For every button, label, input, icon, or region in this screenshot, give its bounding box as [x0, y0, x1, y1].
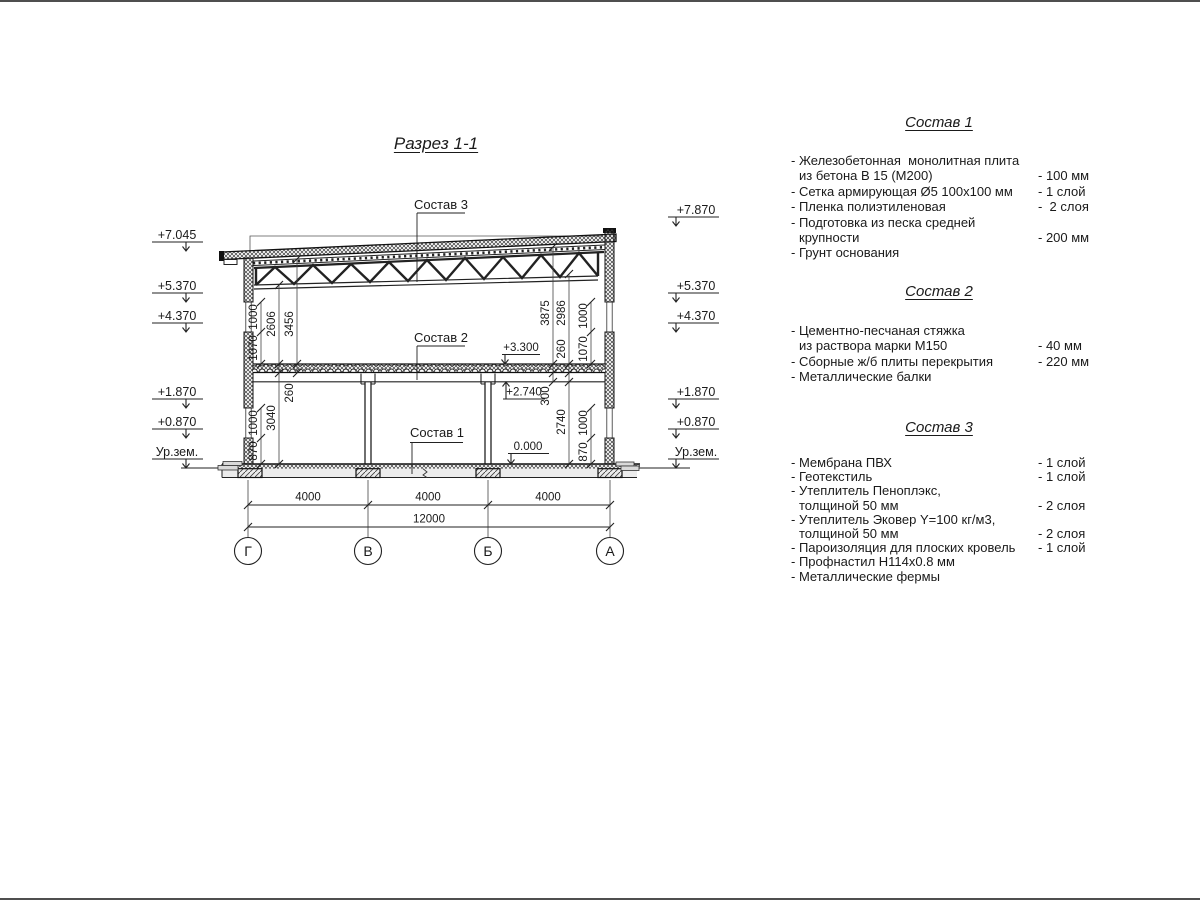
elevation-label: +7.045 — [157, 228, 197, 242]
elevation-label: +0.870 — [676, 415, 716, 429]
total-dim: 12000 — [413, 513, 445, 526]
eave-edge — [219, 251, 224, 261]
composition-row — [791, 245, 1109, 260]
composition-item-text: - Сетка армирующая Ø5 100х100 мм — [791, 183, 1013, 199]
ground-level-label: Ур.зем. — [155, 445, 199, 459]
composition-item-text: - Металлические балки — [791, 369, 932, 385]
composition-row — [791, 555, 1109, 569]
composition-item-value: - 1 слой — [1038, 183, 1086, 199]
axis-label: А — [605, 543, 615, 559]
dim-text: 1000 — [578, 303, 590, 329]
composition-item-value: - 220 мм — [1038, 353, 1090, 369]
composition-item-value: - 1 слой — [1038, 469, 1086, 485]
elevation-label: +0.870 — [157, 415, 197, 429]
level-0000: 0.000 — [513, 441, 543, 453]
column-capital — [481, 374, 495, 385]
composition-row — [791, 369, 1109, 384]
composition-item-text: - Подготовка из песка средней — [791, 214, 976, 230]
composition-row — [791, 215, 1109, 230]
leader-sostav3: Состав 3 — [414, 197, 468, 212]
axis-label: Б — [483, 543, 493, 559]
composition-item-text: - Пароизоляция для плоских кровель — [791, 540, 1016, 556]
section-drawing — [0, 2, 1200, 900]
footing — [356, 469, 380, 478]
leader-labels — [410, 197, 468, 474]
dim-text: 1000 — [578, 410, 590, 436]
composition-row — [791, 484, 1109, 498]
composition-row — [791, 499, 1109, 513]
composition-item-text: - Грунт основания — [791, 245, 900, 261]
composition-header: Состав 3 — [905, 419, 973, 436]
axis-label: В — [363, 543, 373, 559]
composition-item-text: - Профнастил Н114х0.8 мм — [791, 554, 955, 570]
composition-section-3 — [791, 419, 1109, 584]
dim-text: 260 — [556, 339, 568, 359]
composition-item-value: - 100 мм — [1038, 168, 1090, 184]
dim-text: 870 — [578, 442, 590, 462]
ground-slab — [181, 462, 690, 478]
composition-row — [791, 513, 1109, 527]
composition-item-text: - Утеплитель Эковер Y=100 кг/м3, — [791, 511, 996, 527]
composition-item-text: - Пленка полиэтиленовая — [791, 199, 946, 215]
composition-list — [791, 456, 1109, 584]
dim-text: 870 — [248, 441, 260, 461]
bottom-dimensions — [235, 480, 624, 565]
composition-section-2 — [791, 283, 1109, 385]
composition-item-value: - 1 слой — [1038, 455, 1086, 470]
composition-row — [791, 338, 1109, 353]
wall-right — [605, 229, 614, 464]
apron-right — [616, 462, 634, 466]
composition-row — [791, 230, 1109, 245]
elevation-label: +1.870 — [676, 385, 716, 399]
column-B-axis-B — [485, 382, 491, 464]
composition-item-text: - Сборные ж/б плиты перекрытия — [791, 353, 994, 369]
composition-row — [791, 323, 1109, 338]
elevation-label: +7.870 — [676, 203, 716, 217]
composition-item-value: - 2 слоя — [1038, 199, 1089, 215]
composition-row — [791, 570, 1109, 584]
leader-sostav2: Состав 2 — [414, 330, 468, 345]
dim-text: 1000 — [248, 410, 260, 436]
composition-item-text: - Геотекстиль — [791, 469, 873, 485]
dim-text: 2986 — [556, 300, 568, 326]
span-dim: 4000 — [295, 491, 321, 504]
ground-level-label: Ур.зем. — [674, 445, 718, 459]
composition-row — [791, 354, 1109, 369]
apron-right — [621, 466, 639, 471]
composition-item-text: - Цементно-песчаная стяжка — [791, 323, 965, 338]
composition-item-text: - Железобетонная монолитная плита — [791, 153, 1020, 168]
column-B-axis-V — [365, 382, 371, 464]
axis-label: Г — [244, 543, 252, 559]
composition-item-value: - 40 мм — [1038, 338, 1082, 354]
apron-left — [218, 466, 238, 471]
composition-item-text: - Металлические фермы — [791, 568, 940, 584]
dim-text: 3040 — [266, 405, 278, 431]
composition-row — [791, 168, 1109, 183]
span-dim: 4000 — [415, 491, 441, 504]
composition-item-value: - 200 мм — [1038, 229, 1090, 245]
elevation-marks-right — [668, 203, 719, 468]
dim-text: 260 — [284, 383, 296, 403]
composition-row — [791, 527, 1109, 541]
composition-item-text: - Утеплитель Пеноплэкс, — [791, 483, 941, 499]
apron-left — [223, 462, 242, 466]
composition-item-text: толщиной 50 мм — [799, 525, 899, 541]
composition-item-text: из бетона В 15 (М200) — [799, 168, 933, 184]
dim-text: 1070 — [578, 336, 590, 362]
composition-item-value: - 2 слоя — [1038, 497, 1086, 513]
elevation-marks-left — [152, 228, 203, 468]
level-2740: +2.740 — [506, 386, 542, 399]
elevation-label: +4.370 — [676, 309, 716, 323]
dim-text: 2740 — [556, 409, 568, 435]
composition-list — [791, 153, 1109, 261]
elevation-label: +1.870 — [157, 385, 197, 399]
elevation-label: +5.370 — [157, 279, 197, 293]
dim-text: 1000 — [248, 304, 260, 330]
elevation-label: +4.370 — [157, 309, 197, 323]
composition-row — [791, 470, 1109, 484]
level-3300: +3.300 — [503, 342, 539, 354]
floor-slab — [253, 364, 605, 382]
footing — [598, 469, 622, 478]
dim-text: 2606 — [266, 311, 278, 337]
footing — [476, 469, 500, 478]
columns — [361, 374, 495, 465]
span-dim: 4000 — [535, 491, 561, 504]
composition-list — [791, 323, 1109, 385]
composition-section-1 — [791, 114, 1109, 261]
composition-item-text: - Мембрана ПВХ — [791, 455, 892, 470]
composition-item-value: - 2 слоя — [1038, 525, 1086, 541]
truss-bottom-chord — [254, 276, 598, 289]
composition-row — [791, 153, 1109, 168]
dim-text: 300 — [540, 386, 552, 406]
composition-item-text: крупности — [799, 229, 860, 245]
composition-row — [791, 541, 1109, 555]
leader-sostav1: Состав 1 — [410, 425, 464, 440]
composition-item-text: из раствора марки М150 — [799, 338, 948, 354]
elevation-label: +5.370 — [676, 279, 716, 293]
composition-row — [791, 199, 1109, 214]
column-capital — [361, 374, 375, 385]
composition-row — [791, 184, 1109, 199]
composition-item-text: толщиной 50 мм — [799, 497, 899, 513]
composition-item-value: - 1 слой — [1038, 540, 1086, 556]
section-title: Разрез 1-1 — [393, 134, 479, 153]
footing — [238, 469, 262, 478]
axis-extension-lines — [248, 480, 610, 537]
dim-text: 1070 — [248, 335, 260, 361]
composition-header: Состав 2 — [905, 283, 973, 300]
composition-header: Состав 1 — [905, 114, 973, 131]
dim-text: 3875 — [540, 300, 552, 326]
composition-row — [791, 456, 1109, 470]
dim-text: 3456 — [284, 311, 296, 337]
